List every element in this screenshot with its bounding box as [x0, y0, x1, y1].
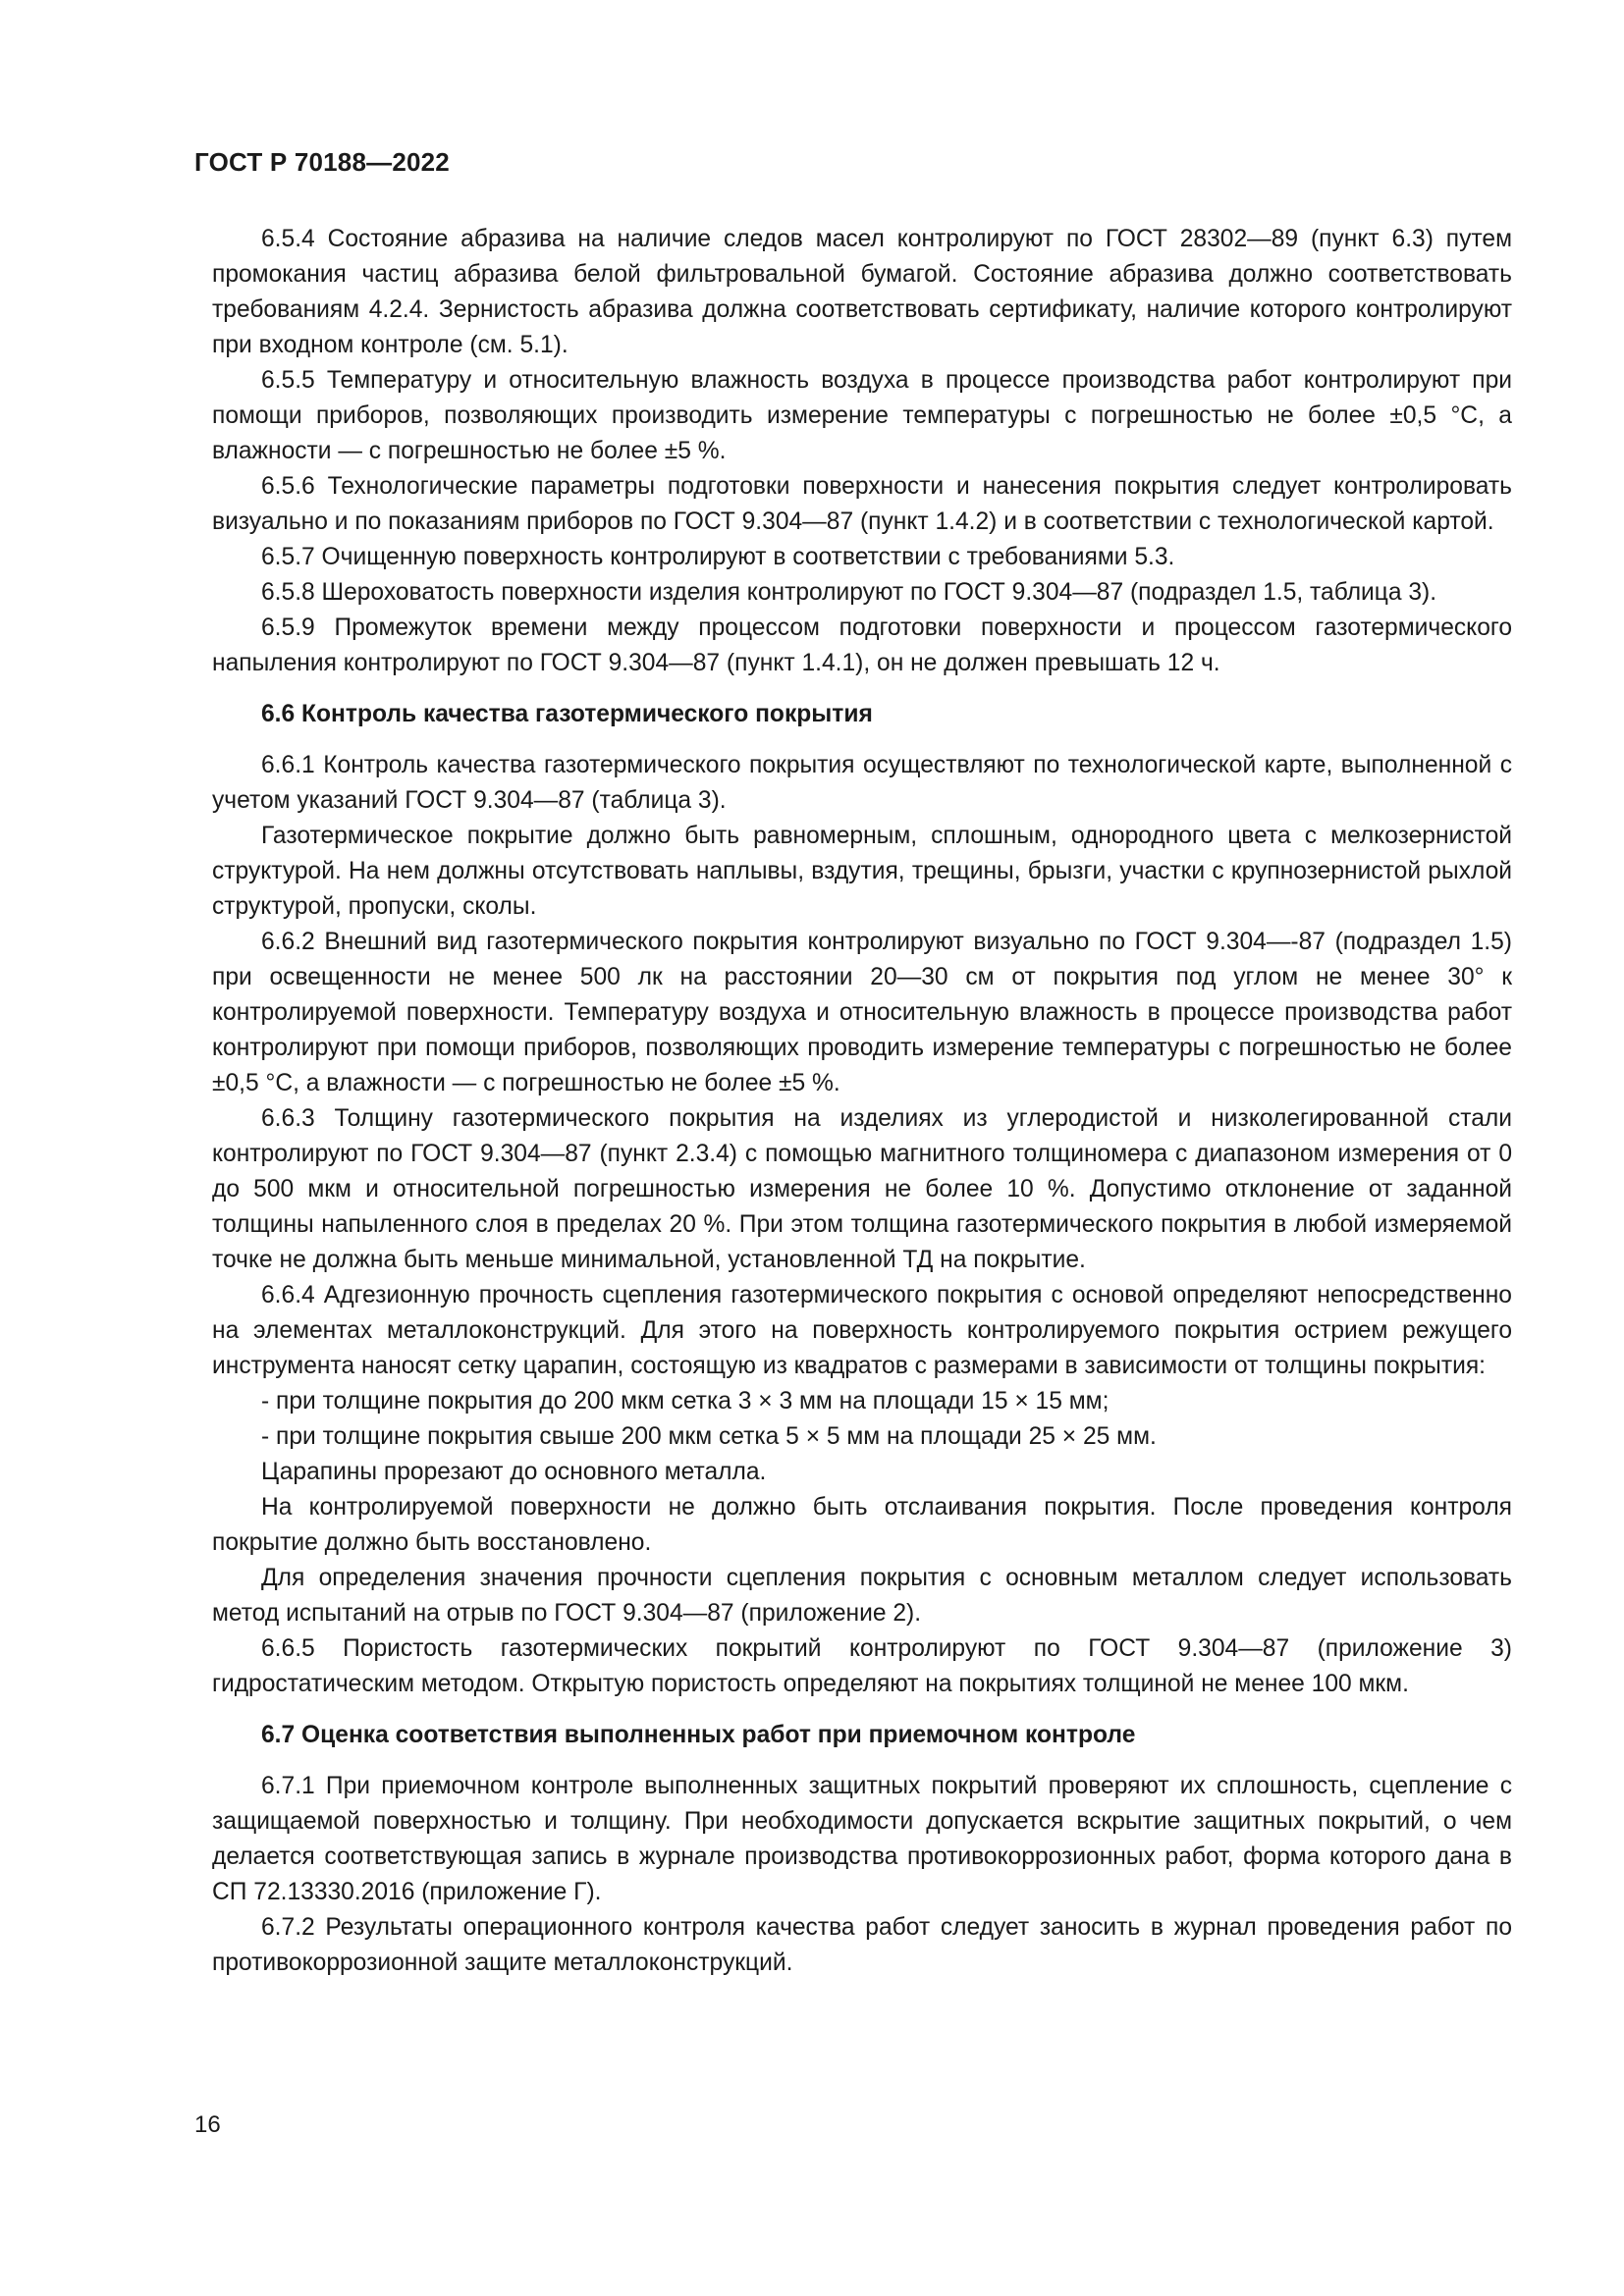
paragraph-6-6-3: 6.6.3 Толщину газотермического покрытия на изделиях из углеродистой и низколегированной стали контролируют по ГОСТ 9.304—87 (пункт 2.3.4) с помощью магнитного толщиномера с диапазоном измерения от 0 до 500 мкм и относительной погрешностью измерения не более 10 %. Допустимо отклонение от заданной толщины напыленного слоя в пределах 20 %. При этом толщина газотермического покрытия в любой измеряемой точке не должна быть меньше минимальной, установленной ТД на покрытие.: [212, 1105, 1512, 1273]
paragraph-coating-requirements: Газотермическое покрытие должно быть равномерным, сплошным, однородного цвета с мелкозернистой структурой. На нем должны отсутствовать наплывы, вздутия, трещины, брызги, участки с крупнозернистой рыхлой структурой, пропуски, сколы.: [212, 823, 1512, 920]
paragraph-6-5-8: 6.5.8 Шероховатость поверхности изделия контролируют по ГОСТ 9.304—87 (подраздел 1.5, таблица 3).: [261, 579, 1437, 606]
list-item-grid-3x3: - при толщине покрытия до 200 мкм сетка 3 × 3 мм на площади 15 × 15 мм;: [261, 1388, 1110, 1415]
paragraph-scratches: Царапины прорезают до основного металла.: [261, 1459, 767, 1485]
paragraph-6-5-5: 6.5.5 Температуру и относительную влажность воздуха в процессе производства работ контролируют при помощи приборов, позволяющих производить измерение температуры с погрешностью не более ±0,5 °С, а влажности — с погрешностью не более ±5 %.: [212, 367, 1512, 464]
page-number: 16: [194, 2111, 221, 2138]
paragraph-adhesion-test: Для определения значения прочности сцепления покрытия с основным металлом следует использовать метод испытаний на отрыв по ГОСТ 9.304—87 (приложение 2).: [212, 1565, 1512, 1627]
paragraph-6-7-1: 6.7.1 При приемочном контроле выполненных защитных покрытий проверяют их сплошность, сцепление с защищаемой поверхностью и толщину. При необходимости допускается вскрытие защитных покрытий, о чем делается соответствующая запись в журнале производства противокоррозионных работ, форма которого дана в СП 72.13330.2016 (приложение Г).: [212, 1773, 1512, 1905]
paragraph-6-5-4: 6.5.4 Состояние абразива на наличие следов масел контролируют по ГОСТ 28302—89 (пункт 6.3) путем промокания частиц абразива белой фильтровальной бумагой. Состояние абразива должно соответствовать требованиям 4.2.4. Зернистость абразива должна соответствовать сертификату, наличие которого контролируют при входном контроле (см. 5.1).: [212, 226, 1512, 358]
document-body: [212, 222, 1512, 1981]
paragraph-6-5-6: 6.5.6 Технологические параметры подготовки поверхности и нанесения покрытия следует контролировать визуально и по показаниям приборов по ГОСТ 9.304—87 (пункт 1.4.2) и в соответствии с технологической картой.: [212, 473, 1512, 535]
section-heading-6-6: 6.6 Контроль качества газотермического покрытия: [261, 701, 873, 727]
paragraph-6-5-7: 6.5.7 Очищенную поверхность контролируют в соответствии с требованиями 5.3.: [261, 544, 1175, 570]
paragraph-6-6-5: 6.6.5 Пористость газотермических покрытий контролируют по ГОСТ 9.304—87 (приложение 3) гидростатическим методом. Открытую пористость определяют на покрытиях толщиной не менее 100 мкм.: [212, 1635, 1512, 1697]
paragraph-6-6-2: 6.6.2 Внешний вид газотермического покрытия контролируют визуально по ГОСТ 9.304—-87 (подраздел 1.5) при освещенности не менее 500 лк на расстоянии 20—30 см от покрытия под углом не менее 30° к контролируемой поверхности. Температуру воздуха и относительную влажность в процессе производства работ контролируют при помощи приборов, позволяющих проводить измерение температуры с погрешностью не более ±0,5 °С, а влажности — с погрешностью не более ±5 %.: [212, 929, 1512, 1096]
paragraph-6-6-4: 6.6.4 Адгезионную прочность сцепления газотермического покрытия с основой определяют непосредственно на элементах металлоконструкций. Для этого на поверхность контролируемого покрытия острием режущего инструмента наносят сетку царапин, состоящую из квадратов с размерами в зависимости от толщины покрытия:: [212, 1282, 1512, 1379]
paragraph-no-peeling: На контролируемой поверхности не должно быть отслаивания покрытия. После проведения контроля покрытие должно быть восстановлено.: [212, 1494, 1512, 1556]
section-heading-6-7: 6.7 Оценка соответствия выполненных работ при приемочном контроле: [261, 1722, 1136, 1748]
paragraph-6-5-9: 6.5.9 Промежуток времени между процессом подготовки поверхности и процессом газотермического напыления контролируют по ГОСТ 9.304—87 (пункт 1.4.1), он не должен превышать 12 ч.: [212, 614, 1512, 676]
document-header: ГОСТ Р 70188—2022: [194, 147, 450, 177]
paragraph-6-7-2: 6.7.2 Результаты операционного контроля качества работ следует заносить в журнал проведения работ по противокоррозионной защите металлоконструкций.: [212, 1914, 1512, 1976]
list-item-grid-5x5: - при толщине покрытия свыше 200 мкм сетка 5 × 5 мм на площади 25 × 25 мм.: [261, 1423, 1157, 1450]
paragraph-6-6-1: 6.6.1 Контроль качества газотермического покрытия осуществляют по технологической карте, выполненной с учетом указаний ГОСТ 9.304—87 (таблица 3).: [212, 752, 1512, 814]
